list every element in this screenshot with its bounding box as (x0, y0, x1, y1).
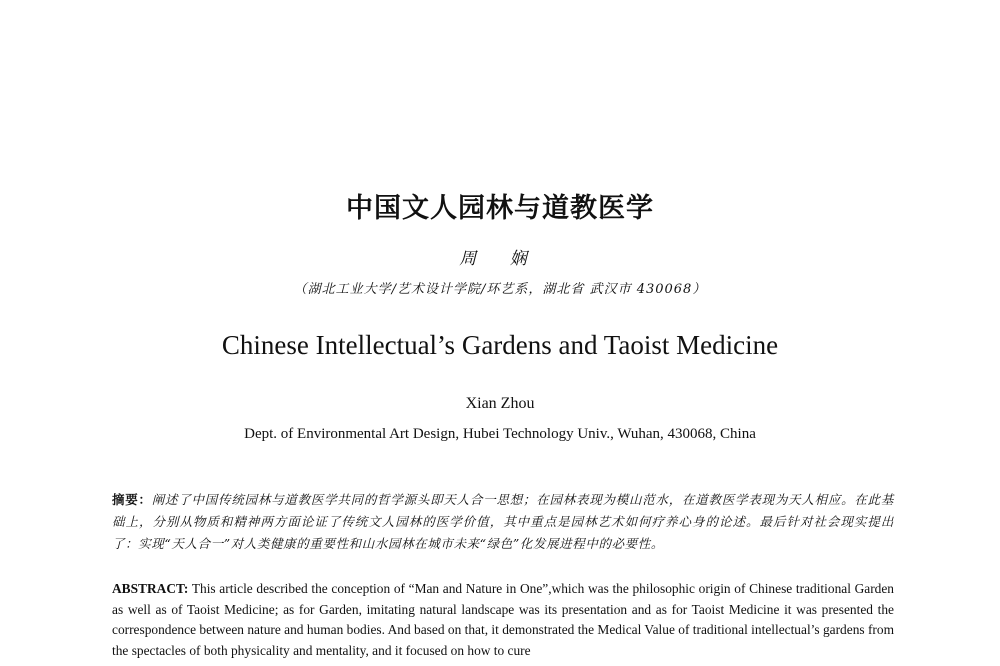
chinese-abstract (112, 489, 894, 555)
chinese-abstract-text: 阐述了中国传统园林与道教医学共同的哲学源头即天人合一思想；在园林表现为模山范水，在道教医学表现为天人相应。在此基础上，分别从物质和精神两方面论证了传统文人园林的医学价值，其中重点是园林艺术如何疗养心身的论述。最后针对社会现实提出了：实现“天人合一”对人类健康的重要性和山水园林在城市未来“绿色”化发展进程中的必要性。 (112, 492, 894, 551)
english-abstract-label: ABSTRACT: (112, 581, 189, 596)
chinese-affiliation: （湖北工业大学/艺术设计学院/环艺系，湖北省 武汉市 430068） (293, 282, 707, 297)
english-title: Chinese Intellectual’s Gardens and Taoist Medicine (221, 330, 779, 360)
english-abstract-text: This article described the conception of “Man and Nature in One”,which was the philosophic origin of Chinese traditional Garden as well as of Taoist Medicine; as for Garden, imitating natural landscape was its presentation and as for Taoist Medicine it was presented the correspondence between nature and human bodies. And based on that, it demonstrated the Medical Value of traditional intellectual’s gardens from the spectacles of both physicality and mentality, and it focused on how to cure (112, 581, 894, 658)
english-abstract (112, 579, 894, 661)
english-affiliation: Dept. of Environmental Art Design, Hubei Technology Univ., Wuhan, 430068, China (244, 426, 756, 442)
chinese-author: 周 娴 (459, 249, 541, 269)
english-author: Xian Zhou (465, 395, 535, 412)
chinese-abstract-label: 摘要： (112, 492, 152, 507)
chinese-title: 中国文人园林与道教医学 (346, 193, 654, 224)
